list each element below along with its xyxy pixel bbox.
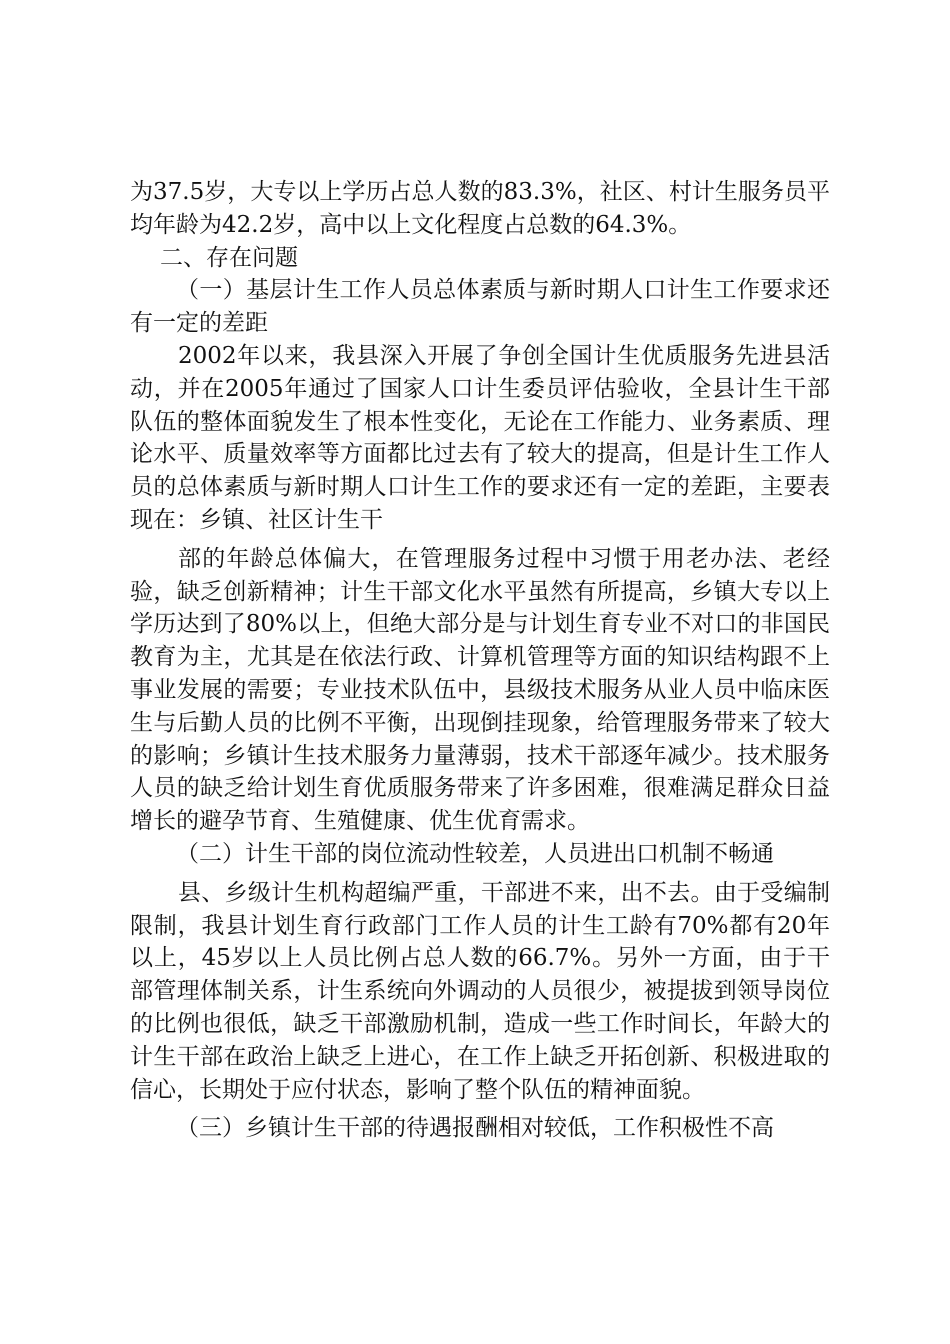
paragraph-quality-gap: 2002年以来，我县深入开展了争创全国计生优质服务先进县活动，并在2005年通过了国家人口计生委员评估验收，全县计生干部队伍的整体面貌发生了根本性变化，无论在工作能力、业务素质、理论水平、质量效率等方面都比过去有了较大的提高，但是计生工作人员的总体素质与新时期人口计生工作的要求还有一定的差距，主要表现在：乡镇、社区计生干 (130, 342, 830, 533)
section-heading-problems: 二、存在问题 (160, 244, 298, 271)
paragraph-continuation: 为37.5岁，大专以上学历占总人数的83.3%，社区、村计生服务员平均年龄为42.2岁，高中以上文化程度占总数的64.3%。 (130, 179, 830, 238)
subsection-heading-1: （一）基层计生工作人员总体素质与新时期人口计生工作要求还有一定的差距 (130, 277, 830, 337)
subsection-heading-2: （二）计生干部的岗位流动性较差，人员进出口机制不畅通 (176, 840, 774, 867)
paragraph-mobility: 县、乡级计生机构超编严重，干部进不来，出不去。由于受编制限制，我县计划生育行政部门工作人员的计生工龄有70%都有20年以上，45岁以上人员比例占总人数的66.7%。另外一方面，由于干部管理体制关系，计生系统向外调动的人员很少，被提拔到领导岗位的比例也很低，缺乏干部激励机制，造成一些工作时间长，年龄大的计生干部在政治上缺乏上进心，在工作上缺乏开拓创新、积极进取的信心，长期处于应付状态，影响了整个队伍的精神面貌。 (130, 879, 830, 1103)
paragraph-age-structure: 部的年龄总体偏大，在管理服务过程中习惯于用老办法、老经验，缺乏创新精神；计生干部文化水平虽然有所提高，乡镇大专以上学历达到了80%以上，但绝大部分是与计划生育专业不对口的非国民教育为主，尤其是在依法行政、计算机管理等方面的知识结构跟不上事业发展的需要；专业技术队伍中，县级技术服务从业人员中临床医生与后勤人员的比例不平衡，出现倒挂现象，给管理服务带来了较大的影响；乡镇计生技术服务力量薄弱，技术干部逐年减少。技术服务人员的缺乏给计划生育优质服务带来了许多困难，很难满足群众日益增长的避孕节育、生殖健康、优生优育需求。 (130, 545, 830, 835)
subsection-heading-3: （三）乡镇计生干部的待遇报酬相对较低，工作积极性不高 (176, 1115, 774, 1142)
document-page (130, 176, 830, 1145)
